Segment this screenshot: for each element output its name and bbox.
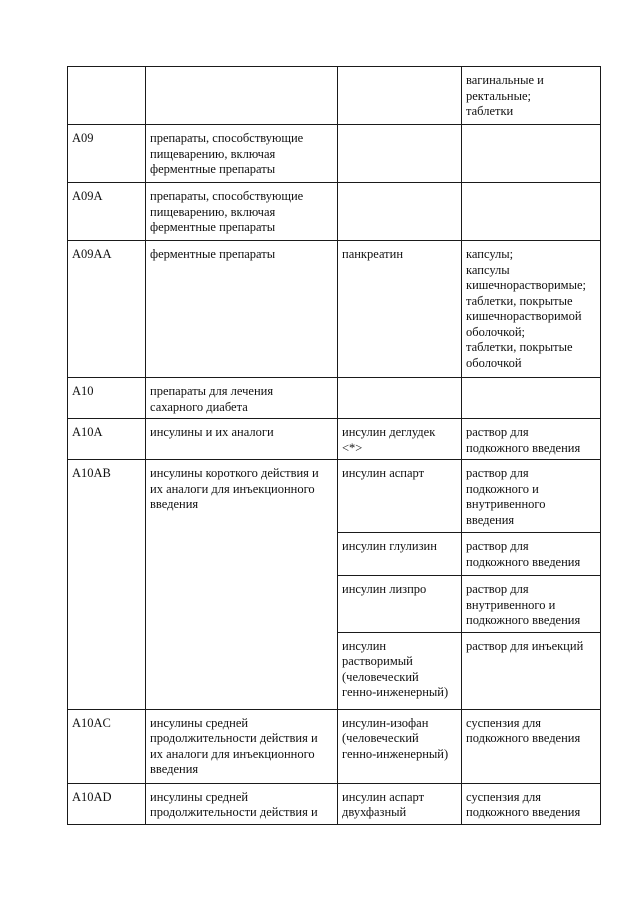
dosage-form-cell: капсулы; капсулы кишечнорастворимые; таблетки, покрытые кишечнорастворимой оболочкой; таблетки, покрытые оболочкой <box>462 241 601 378</box>
pharmacological-group-cell: инсулины и их аналоги <box>146 419 338 460</box>
table-row <box>68 241 601 378</box>
dosage-form-cell: суспензия для подкожного введения <box>462 709 601 783</box>
dosage-form-cell: раствор для подкожного введения <box>462 419 601 460</box>
drug-name-cell: панкреатин <box>338 241 462 378</box>
pharmacological-group-cell: препараты для лечения сахарного диабета <box>146 378 338 419</box>
drug-name-cell <box>338 125 462 183</box>
dosage-form-cell: раствор для внутривенного и подкожного введения <box>462 576 601 633</box>
atc-code-cell: A10AC <box>68 709 146 783</box>
pharmacological-group-cell <box>146 67 338 125</box>
drug-name-cell: инсулин аспарт двухфазный <box>338 783 462 824</box>
table-row <box>68 783 601 824</box>
dosage-form-cell: суспензия для подкожного введения <box>462 783 601 824</box>
atc-code-cell: A09AA <box>68 241 146 378</box>
drug-name-cell <box>338 67 462 125</box>
table-row <box>68 67 601 125</box>
atc-code-cell: A09 <box>68 125 146 183</box>
atc-code-cell: A10 <box>68 378 146 419</box>
table-row <box>68 709 601 783</box>
table-row <box>68 460 601 533</box>
table-row <box>68 419 601 460</box>
drug-name-cell: инсулин глулизин <box>338 533 462 576</box>
atc-code-cell <box>68 67 146 125</box>
pharmacological-group-cell: инсулины средней продолжительности действия и их аналоги для инъекционного введения <box>146 709 338 783</box>
dosage-form-cell: раствор для подкожного введения <box>462 533 601 576</box>
dosage-form-cell <box>462 183 601 241</box>
drug-name-cell: инсулин растворимый (человеческий генно-инженерный) <box>338 632 462 709</box>
dosage-form-cell: раствор для подкожного и внутривенного введения <box>462 460 601 533</box>
drug-name-cell: инсулин-изофан (человеческий генно-инженерный) <box>338 709 462 783</box>
table-row <box>68 378 601 419</box>
dosage-form-cell: вагинальные и ректальные; таблетки <box>462 67 601 125</box>
dosage-form-cell <box>462 378 601 419</box>
drug-name-cell <box>338 183 462 241</box>
pharmacological-group-cell: ферментные препараты <box>146 241 338 378</box>
pharmacological-group-cell: препараты, способствующие пищеварению, включая ферментные препараты <box>146 183 338 241</box>
atc-code-cell: A10A <box>68 419 146 460</box>
atc-code-cell: A10AD <box>68 783 146 824</box>
pharmacological-group-cell: инсулины средней продолжительности действия и <box>146 783 338 824</box>
drug-name-cell <box>338 378 462 419</box>
drug-name-cell: инсулин лизпро <box>338 576 462 633</box>
table-row <box>68 125 601 183</box>
pharmacological-group-cell: инсулины короткого действия и их аналоги для инъекционного введения <box>146 460 338 710</box>
atc-code-cell: A10AB <box>68 460 146 710</box>
table-row <box>68 183 601 241</box>
medicines-table <box>67 66 601 825</box>
drug-name-cell: инсулин аспарт <box>338 460 462 533</box>
atc-code-cell: A09A <box>68 183 146 241</box>
drug-name-cell: инсулин деглудек <*> <box>338 419 462 460</box>
dosage-form-cell: раствор для инъекций <box>462 632 601 709</box>
dosage-form-cell <box>462 125 601 183</box>
pharmacological-group-cell: препараты, способствующие пищеварению, включая ферментные препараты <box>146 125 338 183</box>
